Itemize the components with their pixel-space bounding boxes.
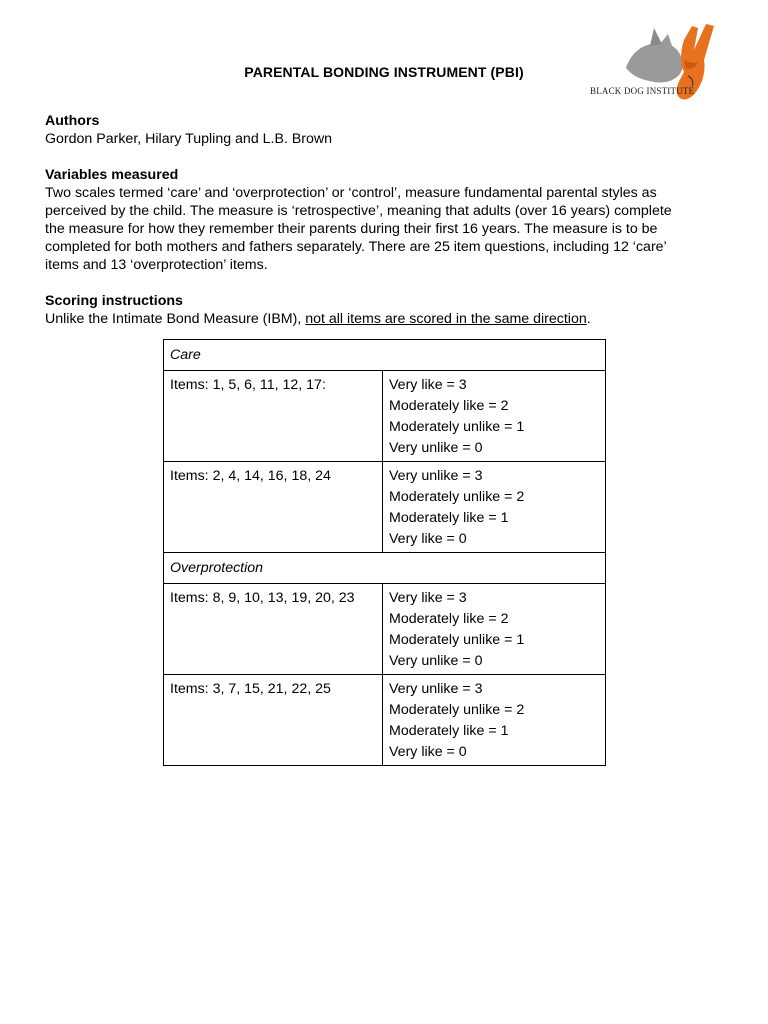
score-line: Very unlike = 0	[389, 440, 483, 456]
logo-text: BLACK DOG INSTITUTE	[590, 86, 695, 96]
scoring-text-underlined: not all items are scored in the same direction	[305, 311, 587, 327]
score-line: Very unlike = 0	[389, 653, 483, 669]
score-line: Moderately unlike = 2	[389, 702, 525, 718]
score-line: Moderately like = 1	[389, 510, 509, 526]
scoring-table	[163, 339, 606, 766]
table-row	[164, 462, 606, 553]
score-line: Very like = 3	[389, 377, 467, 393]
document-body	[45, 112, 730, 328]
score-line: Very unlike = 3	[389, 681, 483, 697]
score-line: Moderately like = 2	[389, 611, 509, 627]
scoring-text-before: Unlike the Intimate Bond Measure (IBM),	[45, 311, 306, 327]
scores-cell	[383, 584, 606, 675]
items-cell: Items: 2, 4, 14, 16, 18, 24	[164, 462, 383, 553]
variables-line-4: completed for both mothers and fathers separately. There are 25 item questions, including 12 ‘care’	[45, 239, 667, 255]
items-cell: Items: 8, 9, 10, 13, 19, 20, 23	[164, 584, 383, 675]
overprotection-section-label: Overprotection	[164, 553, 606, 584]
scoring-text-after: .	[586, 311, 591, 327]
score-line: Moderately unlike = 1	[389, 419, 525, 435]
score-line: Moderately like = 2	[389, 398, 509, 414]
authors-heading: Authors	[45, 113, 100, 129]
score-line: Very like = 3	[389, 590, 467, 606]
score-line: Very unlike = 3	[389, 468, 483, 484]
items-cell: Items: 1, 5, 6, 11, 12, 17:	[164, 371, 383, 462]
black-dog-logo-icon	[588, 20, 748, 112]
table-row	[164, 584, 606, 675]
table-section-row	[164, 340, 606, 371]
scores-cell	[383, 371, 606, 462]
care-section-label: Care	[164, 340, 606, 371]
page-title: PARENTAL BONDING INSTRUMENT (PBI)	[244, 64, 524, 80]
scoring-heading: Scoring instructions	[45, 293, 183, 309]
items-cell: Items: 3, 7, 15, 21, 22, 25	[164, 675, 383, 766]
score-line: Moderately like = 1	[389, 723, 509, 739]
variables-line-5: items and 13 ‘overprotection’ items.	[45, 257, 268, 273]
variables-line-3: the measure for how they remember their parents during their first 16 years. The measure is to be	[45, 221, 658, 237]
scoring-text	[45, 310, 730, 328]
scores-cell	[383, 675, 606, 766]
table-row	[164, 371, 606, 462]
scores-cell	[383, 462, 606, 553]
table-row	[164, 675, 606, 766]
score-line: Moderately unlike = 1	[389, 632, 525, 648]
score-line: Very like = 0	[389, 531, 467, 547]
variables-line-2: perceived by the child. The measure is ‘retrospective’, meaning that adults (over 16 years) complete	[45, 203, 672, 219]
variables-line-1: Two scales termed ‘care’ and ‘overprotection’ or ‘control’, measure fundamental parental styles as	[45, 185, 657, 201]
authors-text: Gordon Parker, Hilary Tupling and L.B. Brown	[45, 131, 333, 147]
dog-shadow-ear	[650, 28, 662, 46]
score-line: Moderately unlike = 2	[389, 489, 525, 505]
table-section-row	[164, 553, 606, 584]
score-line: Very like = 0	[389, 744, 467, 760]
variables-heading: Variables measured	[45, 167, 179, 183]
